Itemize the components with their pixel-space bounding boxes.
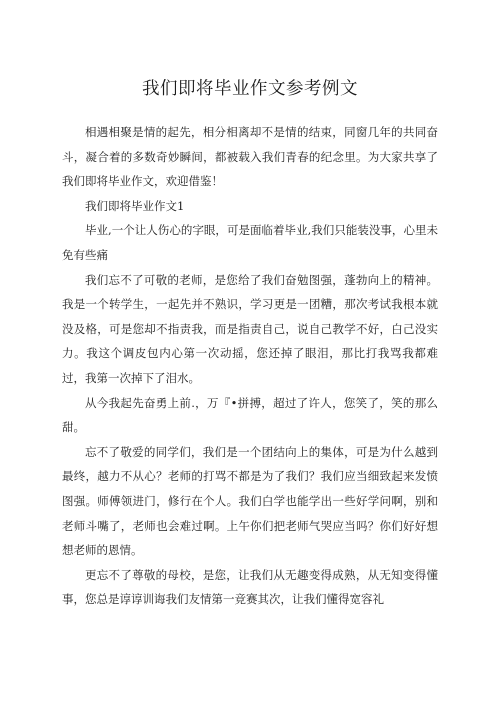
paragraph-classmates: 忘不了敬爱的同学们，我们是一个团结向上的集体，可是为什么越到最终，越力不从心？老师的打骂不都是为了我们？我们应当细致起来发愤图强。师傅领进门，修行在个人。我们白学也能学出一些好学问啊，别和老师斗嘴了，老师也会难过啊。上午你们把老师气哭应当吗？你们好好想想老师的恩情。	[62, 444, 438, 558]
paragraph-intro: 相遇相聚是情的起先，相分相离却不是情的结束，同窗几年的共同奋斗，凝合着的多数奇妙瞬间，都被载入我们青春的纪念里。为大家共享了我们即将毕业作文，欢迎借鉴！	[62, 125, 438, 189]
paragraph-graduation: 毕业,一个让人伤心的字眼，可是面临着毕业,我们只能装没事，心里未免有些痛	[62, 223, 438, 262]
paragraph-effort: 从今我起先奋勇上前.，万『•拼搏，超过了许人，您笑了，笑的那么甜。	[62, 395, 438, 435]
paragraph-heading-essay-1: 我们即将毕业作文1	[85, 198, 185, 213]
paragraph-teacher: 我们忘不了可敬的老师，是您给了我们奋勉图强，蓬勃向上的精神。我是一个转学生，一起先并不熟识，学习更是一团糟，那次考试我根本就没及格，可是您却不指责我，而是指责自己，说自己教学不好，白己没实力。我这个调皮包内心第一次动摇，您还掉了眼泪，那比打我骂我都难过，我第一次掉下了泪水。	[62, 272, 438, 385]
paragraph-school: 更忘不了尊敬的母校，是您，让我们从无趣变得成熟，从无知变得懂事，您总是谆谆训诲我们友情第一竞赛其次，让我们懂得宽容礼	[62, 567, 438, 607]
document-title: 我们即将毕业作文参考例文	[142, 79, 358, 99]
